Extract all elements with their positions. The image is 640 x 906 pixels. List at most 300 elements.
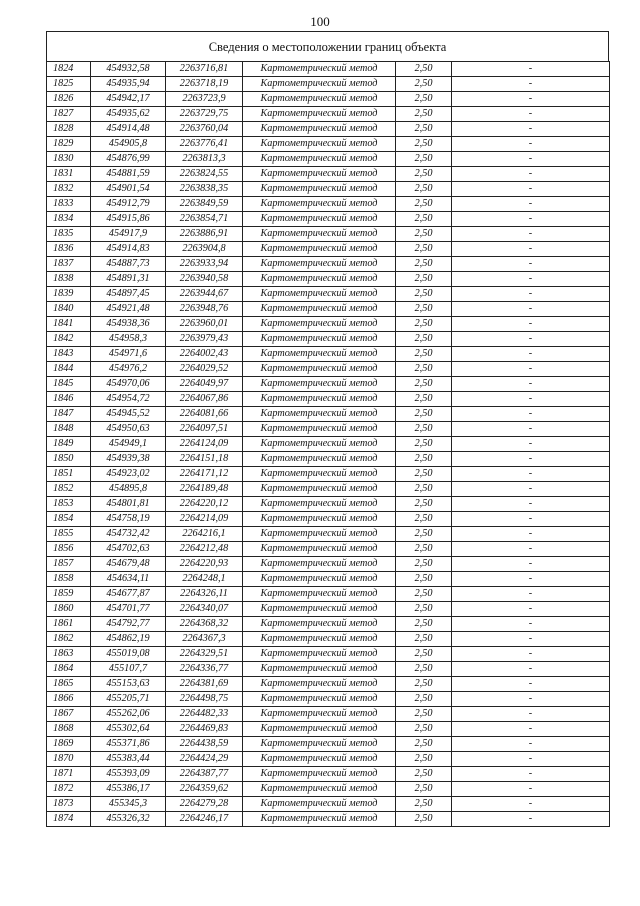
- method-cell: Картометрический метод: [243, 362, 396, 377]
- table-row: [47, 107, 610, 122]
- accuracy-cell: 2,50: [396, 647, 452, 662]
- y-coordinate-cell: 2264367,3: [166, 632, 243, 647]
- point-number-cell: 1874: [47, 812, 91, 827]
- description-cell: -: [452, 797, 610, 812]
- x-coordinate-cell: 455019,08: [91, 647, 166, 662]
- y-coordinate-cell: 2263813,3: [166, 152, 243, 167]
- description-cell: -: [452, 122, 610, 137]
- description-cell: -: [452, 737, 610, 752]
- description-cell: -: [452, 167, 610, 182]
- accuracy-cell: 2,50: [396, 497, 452, 512]
- x-coordinate-cell: 454801,81: [91, 497, 166, 512]
- table-row: [47, 137, 610, 152]
- accuracy-cell: 2,50: [396, 77, 452, 92]
- table-row: [47, 182, 610, 197]
- x-coordinate-cell: 454895,8: [91, 482, 166, 497]
- point-number-cell: 1836: [47, 242, 91, 257]
- description-cell: -: [452, 257, 610, 272]
- y-coordinate-cell: 2264220,12: [166, 497, 243, 512]
- point-number-cell: 1834: [47, 212, 91, 227]
- point-number-cell: 1840: [47, 302, 91, 317]
- y-coordinate-cell: 2263838,35: [166, 182, 243, 197]
- point-number-cell: 1853: [47, 497, 91, 512]
- method-cell: Картометрический метод: [243, 332, 396, 347]
- x-coordinate-cell: 454862,19: [91, 632, 166, 647]
- x-coordinate-cell: 454881,59: [91, 167, 166, 182]
- x-coordinate-cell: 454792,77: [91, 617, 166, 632]
- accuracy-cell: 2,50: [396, 722, 452, 737]
- point-number-cell: 1826: [47, 92, 91, 107]
- y-coordinate-cell: 2263849,59: [166, 197, 243, 212]
- table-row: [47, 152, 610, 167]
- description-cell: -: [452, 362, 610, 377]
- x-coordinate-cell: 454915,86: [91, 212, 166, 227]
- method-cell: Картометрический метод: [243, 107, 396, 122]
- method-cell: Картометрический метод: [243, 617, 396, 632]
- table-row: [47, 272, 610, 287]
- description-cell: -: [452, 302, 610, 317]
- accuracy-cell: 2,50: [396, 332, 452, 347]
- accuracy-cell: 2,50: [396, 407, 452, 422]
- y-coordinate-cell: 2263854,71: [166, 212, 243, 227]
- accuracy-cell: 2,50: [396, 92, 452, 107]
- table-row: [47, 812, 610, 827]
- table-row: [47, 197, 610, 212]
- description-cell: -: [452, 287, 610, 302]
- point-number-cell: 1839: [47, 287, 91, 302]
- accuracy-cell: 2,50: [396, 557, 452, 572]
- x-coordinate-cell: 454921,48: [91, 302, 166, 317]
- y-coordinate-cell: 2264189,48: [166, 482, 243, 497]
- accuracy-cell: 2,50: [396, 62, 452, 77]
- y-coordinate-cell: 2263948,76: [166, 302, 243, 317]
- description-cell: -: [452, 377, 610, 392]
- table-row: [47, 167, 610, 182]
- method-cell: Картометрический метод: [243, 557, 396, 572]
- accuracy-cell: 2,50: [396, 467, 452, 482]
- table-row: [47, 332, 610, 347]
- table-row: [47, 317, 610, 332]
- table-row: [47, 767, 610, 782]
- accuracy-cell: 2,50: [396, 452, 452, 467]
- method-cell: Картометрический метод: [243, 272, 396, 287]
- x-coordinate-cell: 455262,06: [91, 707, 166, 722]
- method-cell: Картометрический метод: [243, 707, 396, 722]
- method-cell: Картометрический метод: [243, 152, 396, 167]
- point-number-cell: 1825: [47, 77, 91, 92]
- description-cell: -: [452, 422, 610, 437]
- method-cell: Картометрический метод: [243, 677, 396, 692]
- point-number-cell: 1858: [47, 572, 91, 587]
- x-coordinate-cell: 454958,3: [91, 332, 166, 347]
- description-cell: -: [452, 767, 610, 782]
- point-number-cell: 1873: [47, 797, 91, 812]
- method-cell: Картометрический метод: [243, 797, 396, 812]
- method-cell: Картометрический метод: [243, 812, 396, 827]
- x-coordinate-cell: 454887,73: [91, 257, 166, 272]
- point-number-cell: 1856: [47, 542, 91, 557]
- x-coordinate-cell: 454935,62: [91, 107, 166, 122]
- accuracy-cell: 2,50: [396, 677, 452, 692]
- table-row: [47, 257, 610, 272]
- point-number-cell: 1868: [47, 722, 91, 737]
- x-coordinate-cell: 454923,02: [91, 467, 166, 482]
- description-cell: -: [452, 587, 610, 602]
- table-row: [47, 377, 610, 392]
- x-coordinate-cell: 454914,48: [91, 122, 166, 137]
- accuracy-cell: 2,50: [396, 167, 452, 182]
- point-number-cell: 1857: [47, 557, 91, 572]
- method-cell: Картометрический метод: [243, 632, 396, 647]
- method-cell: Картометрический метод: [243, 197, 396, 212]
- description-cell: -: [452, 62, 610, 77]
- table-row: [47, 797, 610, 812]
- point-number-cell: 1863: [47, 647, 91, 662]
- y-coordinate-cell: 2264336,77: [166, 662, 243, 677]
- method-cell: Картометрический метод: [243, 377, 396, 392]
- description-cell: -: [452, 452, 610, 467]
- y-coordinate-cell: 2264216,1: [166, 527, 243, 542]
- x-coordinate-cell: 454914,83: [91, 242, 166, 257]
- description-cell: -: [452, 467, 610, 482]
- description-cell: -: [452, 632, 610, 647]
- method-cell: Картометрический метод: [243, 302, 396, 317]
- y-coordinate-cell: 2263729,75: [166, 107, 243, 122]
- method-cell: Картометрический метод: [243, 527, 396, 542]
- y-coordinate-cell: 2264029,52: [166, 362, 243, 377]
- description-cell: -: [452, 152, 610, 167]
- description-cell: -: [452, 692, 610, 707]
- table-row: [47, 422, 610, 437]
- y-coordinate-cell: 2264002,43: [166, 347, 243, 362]
- method-cell: Картометрический метод: [243, 587, 396, 602]
- y-coordinate-cell: 2263723,9: [166, 92, 243, 107]
- method-cell: Картометрический метод: [243, 722, 396, 737]
- point-number-cell: 1846: [47, 392, 91, 407]
- description-cell: -: [452, 527, 610, 542]
- y-coordinate-cell: 2263824,55: [166, 167, 243, 182]
- table-row: [47, 557, 610, 572]
- coordinates-table: [46, 61, 610, 827]
- point-number-cell: 1832: [47, 182, 91, 197]
- table-row: [47, 302, 610, 317]
- accuracy-cell: 2,50: [396, 797, 452, 812]
- point-number-cell: 1861: [47, 617, 91, 632]
- accuracy-cell: 2,50: [396, 752, 452, 767]
- method-cell: Картометрический метод: [243, 737, 396, 752]
- point-number-cell: 1830: [47, 152, 91, 167]
- table-row: [47, 467, 610, 482]
- accuracy-cell: 2,50: [396, 542, 452, 557]
- description-cell: -: [452, 752, 610, 767]
- point-number-cell: 1835: [47, 227, 91, 242]
- table-row: [47, 62, 610, 77]
- table-row: [47, 617, 610, 632]
- method-cell: Картометрический метод: [243, 407, 396, 422]
- description-cell: -: [452, 677, 610, 692]
- x-coordinate-cell: 454905,8: [91, 137, 166, 152]
- x-coordinate-cell: 455302,64: [91, 722, 166, 737]
- method-cell: Картометрический метод: [243, 227, 396, 242]
- table-row: [47, 572, 610, 587]
- table-row: [47, 677, 610, 692]
- table-row: [47, 77, 610, 92]
- point-number-cell: 1864: [47, 662, 91, 677]
- accuracy-cell: 2,50: [396, 227, 452, 242]
- point-number-cell: 1854: [47, 512, 91, 527]
- x-coordinate-cell: 455326,32: [91, 812, 166, 827]
- description-cell: -: [452, 407, 610, 422]
- accuracy-cell: 2,50: [396, 572, 452, 587]
- point-number-cell: 1852: [47, 482, 91, 497]
- x-coordinate-cell: 454634,11: [91, 572, 166, 587]
- accuracy-cell: 2,50: [396, 302, 452, 317]
- point-number-cell: 1827: [47, 107, 91, 122]
- table-row: [47, 662, 610, 677]
- accuracy-cell: 2,50: [396, 347, 452, 362]
- description-cell: -: [452, 602, 610, 617]
- description-cell: -: [452, 617, 610, 632]
- x-coordinate-cell: 454897,45: [91, 287, 166, 302]
- x-coordinate-cell: 454970,06: [91, 377, 166, 392]
- point-number-cell: 1849: [47, 437, 91, 452]
- x-coordinate-cell: 455383,44: [91, 752, 166, 767]
- method-cell: Картометрический метод: [243, 122, 396, 137]
- point-number-cell: 1859: [47, 587, 91, 602]
- method-cell: Картометрический метод: [243, 767, 396, 782]
- description-cell: -: [452, 107, 610, 122]
- accuracy-cell: 2,50: [396, 377, 452, 392]
- y-coordinate-cell: 2264151,18: [166, 452, 243, 467]
- point-number-cell: 1867: [47, 707, 91, 722]
- description-cell: -: [452, 137, 610, 152]
- y-coordinate-cell: 2263886,91: [166, 227, 243, 242]
- point-number-cell: 1824: [47, 62, 91, 77]
- x-coordinate-cell: 455345,3: [91, 797, 166, 812]
- accuracy-cell: 2,50: [396, 107, 452, 122]
- x-coordinate-cell: 455153,63: [91, 677, 166, 692]
- point-number-cell: 1845: [47, 377, 91, 392]
- x-coordinate-cell: 454950,63: [91, 422, 166, 437]
- point-number-cell: 1869: [47, 737, 91, 752]
- method-cell: Картометрический метод: [243, 347, 396, 362]
- x-coordinate-cell: 454917,9: [91, 227, 166, 242]
- x-coordinate-cell: 455386,17: [91, 782, 166, 797]
- table-row: [47, 392, 610, 407]
- accuracy-cell: 2,50: [396, 137, 452, 152]
- y-coordinate-cell: 2264049,97: [166, 377, 243, 392]
- description-cell: -: [452, 512, 610, 527]
- method-cell: Картометрический метод: [243, 77, 396, 92]
- y-coordinate-cell: 2263904,8: [166, 242, 243, 257]
- method-cell: Картометрический метод: [243, 92, 396, 107]
- point-number-cell: 1850: [47, 452, 91, 467]
- method-cell: Картометрический метод: [243, 287, 396, 302]
- x-coordinate-cell: 454901,54: [91, 182, 166, 197]
- point-number-cell: 1870: [47, 752, 91, 767]
- table-row: [47, 212, 610, 227]
- description-cell: -: [452, 557, 610, 572]
- accuracy-cell: 2,50: [396, 512, 452, 527]
- point-number-cell: 1851: [47, 467, 91, 482]
- y-coordinate-cell: 2264097,51: [166, 422, 243, 437]
- description-cell: -: [452, 662, 610, 677]
- y-coordinate-cell: 2264359,62: [166, 782, 243, 797]
- accuracy-cell: 2,50: [396, 767, 452, 782]
- description-cell: -: [452, 242, 610, 257]
- description-cell: -: [452, 437, 610, 452]
- table-row: [47, 452, 610, 467]
- description-cell: -: [452, 782, 610, 797]
- accuracy-cell: 2,50: [396, 482, 452, 497]
- x-coordinate-cell: 454932,58: [91, 62, 166, 77]
- x-coordinate-cell: 454942,17: [91, 92, 166, 107]
- point-number-cell: 1833: [47, 197, 91, 212]
- x-coordinate-cell: 454679,48: [91, 557, 166, 572]
- y-coordinate-cell: 2264212,48: [166, 542, 243, 557]
- x-coordinate-cell: 454976,2: [91, 362, 166, 377]
- description-cell: -: [452, 227, 610, 242]
- point-number-cell: 1860: [47, 602, 91, 617]
- y-coordinate-cell: 2264220,93: [166, 557, 243, 572]
- table-row: [47, 527, 610, 542]
- x-coordinate-cell: 454954,72: [91, 392, 166, 407]
- description-cell: -: [452, 197, 610, 212]
- method-cell: Картометрический метод: [243, 137, 396, 152]
- x-coordinate-cell: 454876,99: [91, 152, 166, 167]
- y-coordinate-cell: 2264329,51: [166, 647, 243, 662]
- y-coordinate-cell: 2263940,58: [166, 272, 243, 287]
- accuracy-cell: 2,50: [396, 437, 452, 452]
- method-cell: Картометрический метод: [243, 752, 396, 767]
- description-cell: -: [452, 347, 610, 362]
- description-cell: -: [452, 482, 610, 497]
- boundary-coordinates-sheet: [46, 31, 609, 827]
- x-coordinate-cell: 455205,71: [91, 692, 166, 707]
- x-coordinate-cell: 455371,86: [91, 737, 166, 752]
- accuracy-cell: 2,50: [396, 212, 452, 227]
- method-cell: Картометрический метод: [243, 62, 396, 77]
- y-coordinate-cell: 2263776,41: [166, 137, 243, 152]
- table-row: [47, 602, 610, 617]
- method-cell: Картометрический метод: [243, 782, 396, 797]
- table-row: [47, 407, 610, 422]
- point-number-cell: 1838: [47, 272, 91, 287]
- method-cell: Картометрический метод: [243, 692, 396, 707]
- table-row: [47, 722, 610, 737]
- table-row: [47, 752, 610, 767]
- point-number-cell: 1837: [47, 257, 91, 272]
- x-coordinate-cell: 454677,87: [91, 587, 166, 602]
- accuracy-cell: 2,50: [396, 287, 452, 302]
- table-row: [47, 482, 610, 497]
- method-cell: Картометрический метод: [243, 452, 396, 467]
- method-cell: Картометрический метод: [243, 182, 396, 197]
- x-coordinate-cell: 455393,09: [91, 767, 166, 782]
- description-cell: -: [452, 497, 610, 512]
- accuracy-cell: 2,50: [396, 122, 452, 137]
- description-cell: -: [452, 722, 610, 737]
- description-cell: -: [452, 332, 610, 347]
- table-row: [47, 587, 610, 602]
- accuracy-cell: 2,50: [396, 392, 452, 407]
- y-coordinate-cell: 2263760,04: [166, 122, 243, 137]
- accuracy-cell: 2,50: [396, 317, 452, 332]
- table-row: [47, 707, 610, 722]
- table-row: [47, 242, 610, 257]
- method-cell: Картометрический метод: [243, 212, 396, 227]
- table-row: [47, 362, 610, 377]
- point-number-cell: 1844: [47, 362, 91, 377]
- point-number-cell: 1848: [47, 422, 91, 437]
- y-coordinate-cell: 2264214,09: [166, 512, 243, 527]
- method-cell: Картометрический метод: [243, 467, 396, 482]
- point-number-cell: 1855: [47, 527, 91, 542]
- method-cell: Картометрический метод: [243, 482, 396, 497]
- y-coordinate-cell: 2264438,59: [166, 737, 243, 752]
- accuracy-cell: 2,50: [396, 257, 452, 272]
- x-coordinate-cell: 454945,52: [91, 407, 166, 422]
- accuracy-cell: 2,50: [396, 617, 452, 632]
- point-number-cell: 1862: [47, 632, 91, 647]
- table-row: [47, 227, 610, 242]
- y-coordinate-cell: 2264067,86: [166, 392, 243, 407]
- accuracy-cell: 2,50: [396, 692, 452, 707]
- table-row: [47, 122, 610, 137]
- method-cell: Картометрический метод: [243, 602, 396, 617]
- y-coordinate-cell: 2264248,1: [166, 572, 243, 587]
- y-coordinate-cell: 2264326,11: [166, 587, 243, 602]
- table-row: [47, 497, 610, 512]
- table-row: [47, 632, 610, 647]
- description-cell: -: [452, 272, 610, 287]
- description-cell: -: [452, 212, 610, 227]
- accuracy-cell: 2,50: [396, 152, 452, 167]
- x-coordinate-cell: 454891,31: [91, 272, 166, 287]
- description-cell: -: [452, 572, 610, 587]
- table-row: [47, 437, 610, 452]
- point-number-cell: 1865: [47, 677, 91, 692]
- x-coordinate-cell: 454938,36: [91, 317, 166, 332]
- method-cell: Картометрический метод: [243, 437, 396, 452]
- description-cell: -: [452, 182, 610, 197]
- description-cell: -: [452, 392, 610, 407]
- y-coordinate-cell: 2264482,33: [166, 707, 243, 722]
- method-cell: Картометрический метод: [243, 167, 396, 182]
- accuracy-cell: 2,50: [396, 812, 452, 827]
- point-number-cell: 1866: [47, 692, 91, 707]
- accuracy-cell: 2,50: [396, 707, 452, 722]
- x-coordinate-cell: 454732,42: [91, 527, 166, 542]
- description-cell: -: [452, 812, 610, 827]
- description-cell: -: [452, 92, 610, 107]
- method-cell: Картометрический метод: [243, 662, 396, 677]
- table-row: [47, 347, 610, 362]
- table-row: [47, 512, 610, 527]
- y-coordinate-cell: 2264387,77: [166, 767, 243, 782]
- accuracy-cell: 2,50: [396, 362, 452, 377]
- table-row: [47, 542, 610, 557]
- y-coordinate-cell: 2264368,32: [166, 617, 243, 632]
- y-coordinate-cell: 2264340,07: [166, 602, 243, 617]
- y-coordinate-cell: 2264171,12: [166, 467, 243, 482]
- point-number-cell: 1831: [47, 167, 91, 182]
- table-row: [47, 287, 610, 302]
- x-coordinate-cell: 454939,38: [91, 452, 166, 467]
- method-cell: Картометрический метод: [243, 572, 396, 587]
- method-cell: Картометрический метод: [243, 257, 396, 272]
- accuracy-cell: 2,50: [396, 197, 452, 212]
